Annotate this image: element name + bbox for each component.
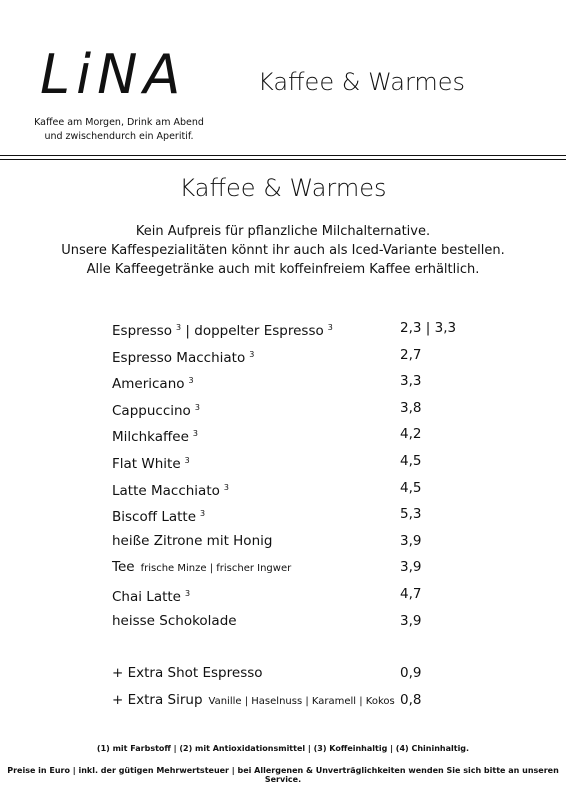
menu-list xyxy=(112,318,472,716)
menu-item xyxy=(112,451,472,478)
item-price: 3,9 xyxy=(400,532,422,549)
item-price: 4,7 xyxy=(400,585,422,602)
item-name: Latte Macchiato $^3$ xyxy=(112,482,229,499)
divider-top xyxy=(0,155,566,156)
tagline-line-2: und zwischendurch ein Aperitif. xyxy=(44,131,194,142)
divider-bottom xyxy=(0,159,566,160)
item-price: 3,3 xyxy=(400,373,422,390)
extra-item xyxy=(112,690,472,717)
menu-item xyxy=(112,398,472,425)
menu-item xyxy=(112,318,472,345)
item-name: Milchkaffee $^3$ xyxy=(112,429,198,446)
menu-item xyxy=(112,611,472,638)
brand-tagline xyxy=(14,116,224,144)
item-price: 3,9 xyxy=(400,559,422,576)
intro-line: Kein Aufpreis für pflanzliche Milchalternative. xyxy=(135,224,431,239)
item-price: 4,5 xyxy=(400,479,422,496)
extra-name: + Extra Shot Espresso xyxy=(112,665,263,682)
item-price: 3,8 xyxy=(400,399,422,416)
menu-item xyxy=(112,371,472,398)
item-name: heisse Schokolade xyxy=(112,612,237,629)
extra-price: 0,9 xyxy=(400,665,422,682)
item-name: Flat White $^3$ xyxy=(112,455,190,472)
item-price: 5,3 xyxy=(400,506,422,523)
item-name: Biscoff Latte $^3$ xyxy=(112,509,206,526)
menu-item xyxy=(112,478,472,505)
item-name: Americano $^3$ xyxy=(112,376,194,393)
intro-line: Alle Kaffeegetränke auch mit koffeinfreiem Kaffee erhältlich. xyxy=(86,262,480,277)
item-name: Chai Latte $^3$ xyxy=(112,588,191,605)
item-detail: frische Minze | frischer Ingwer xyxy=(140,563,292,575)
section-title: Kaffee & Warmes xyxy=(179,174,387,202)
tagline-line-1: Kaffee am Morgen, Drink am Abend xyxy=(34,117,204,128)
menu-item xyxy=(112,584,472,611)
item-name: Espresso Macchiato $^3$ xyxy=(112,349,255,366)
brand-logo: LiNA xyxy=(40,43,187,106)
intro-line: Unsere Kaffespezialitäten könnt ihr auch als Iced-Variante bestellen. xyxy=(61,243,505,258)
menu-item xyxy=(112,531,472,558)
price-footer: Preise in Euro | inkl. der gütigen Mehrwertsteuer | bei Allergenen & Unverträglichkeiten wenden Sie sich bitte an unseren Service. xyxy=(7,766,559,784)
section-intro xyxy=(0,222,566,279)
menu-item xyxy=(112,424,472,451)
extra-item xyxy=(112,663,472,690)
item-name: Cappuccino $^3$ xyxy=(112,402,200,419)
item-name: Tee frische Minze | frischer Ingwer xyxy=(112,559,292,576)
item-price: 3,9 xyxy=(400,612,422,629)
menu-item xyxy=(112,557,472,584)
item-price: 4,5 xyxy=(400,452,422,469)
menu-item xyxy=(112,504,472,531)
header-title: Kaffee & Warmes xyxy=(258,68,466,96)
item-price: 4,2 xyxy=(400,426,422,443)
menu-item xyxy=(112,345,472,372)
allergen-footnote: (1) mit Farbstoff | (2) mit Antioxidationsmittel | (3) Koffeinhaltig | (4) Chininhaltig. xyxy=(96,744,470,753)
spacer xyxy=(112,637,472,663)
extra-name: + Extra Sirup Vanille | Haselnuss | Karamell | Kokos xyxy=(112,691,395,708)
item-price: 2,3 | 3,3 xyxy=(400,320,457,336)
item-name: heiße Zitrone mit Honig xyxy=(112,532,273,549)
extra-price: 0,8 xyxy=(400,691,422,708)
extra-detail: Vanille | Haselnuss | Karamell | Kokos xyxy=(208,695,395,707)
item-name: Espresso $^3$ | doppelter Espresso $^3$ xyxy=(112,323,333,339)
item-price: 2,7 xyxy=(400,346,422,363)
